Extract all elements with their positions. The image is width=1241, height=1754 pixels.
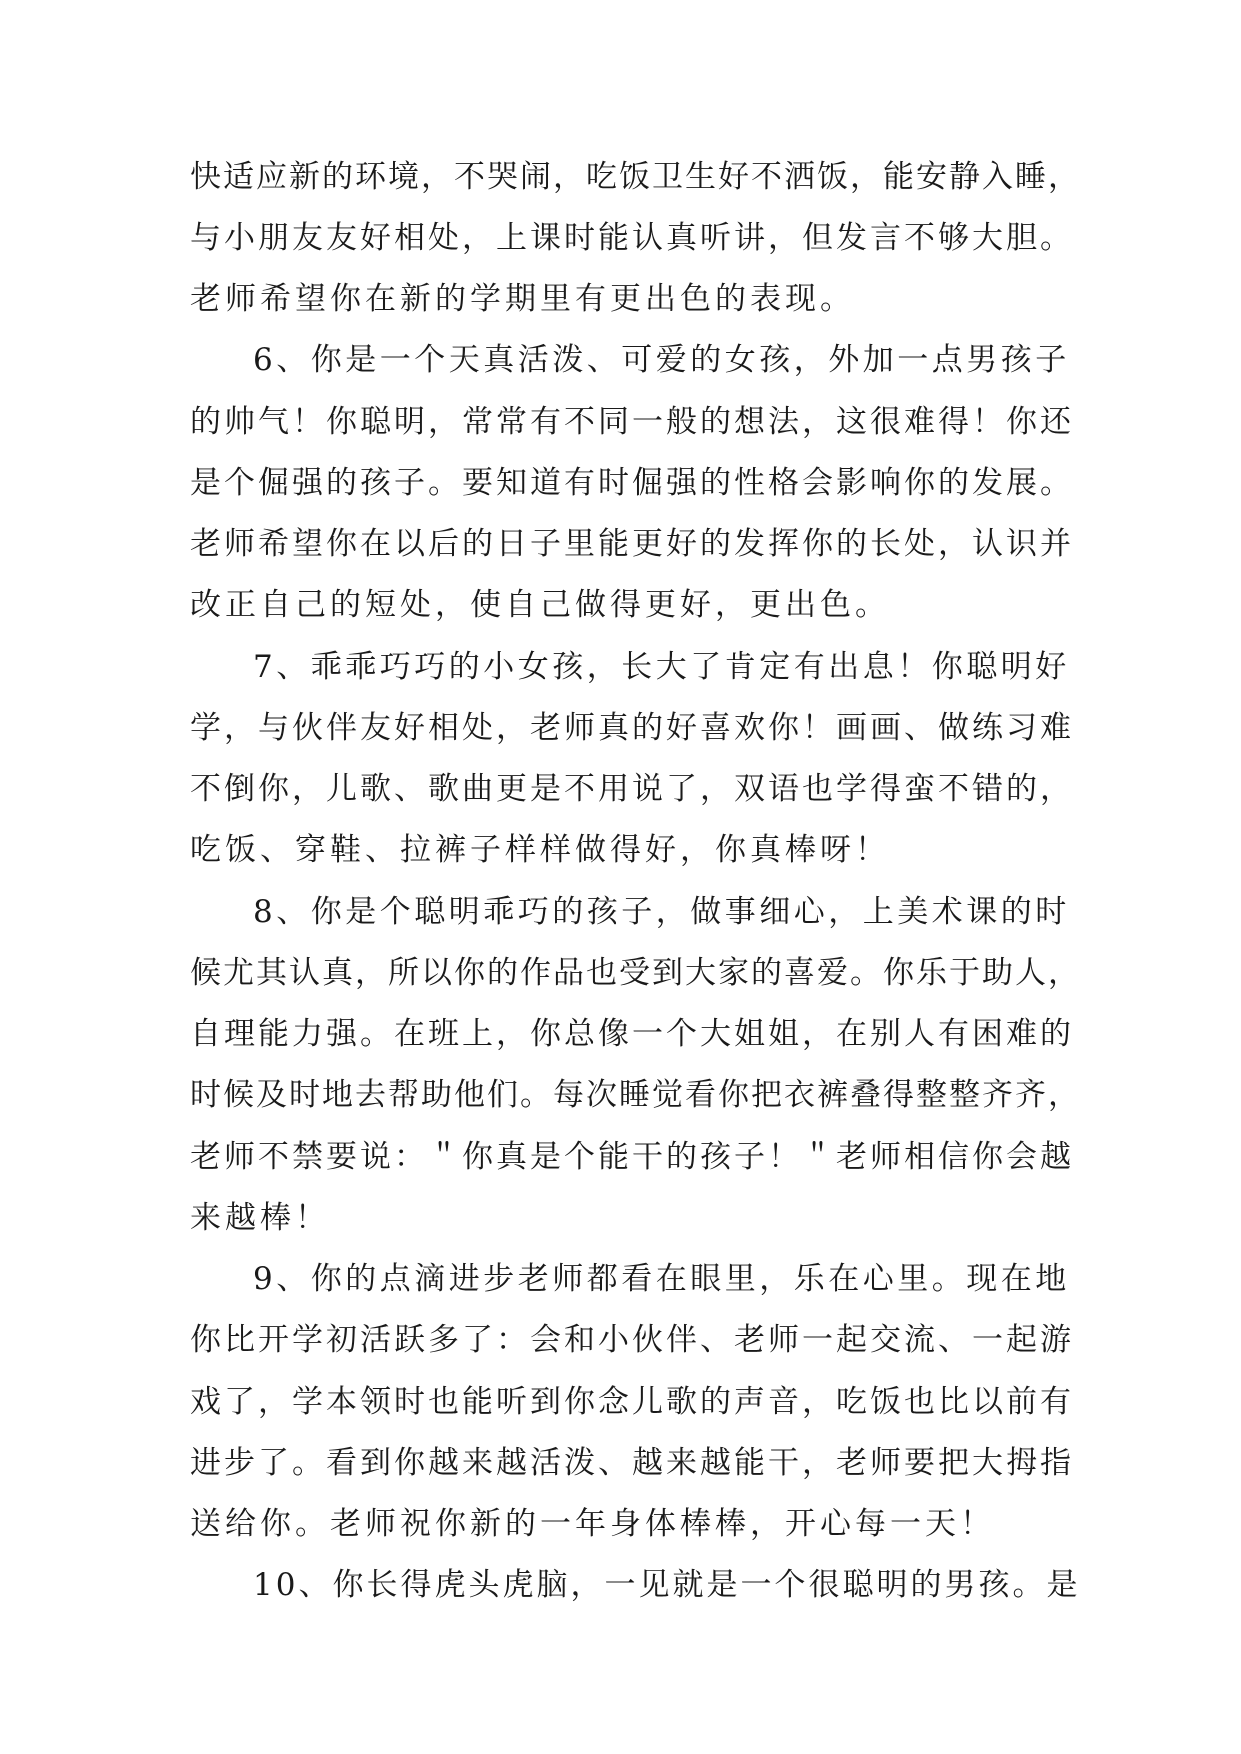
text-line — [0, 1066, 1241, 1124]
text-line — [0, 454, 1241, 512]
text-line — [0, 1128, 1241, 1186]
text-line — [0, 944, 1241, 1002]
line-text: 老师希望你在新的学期里有更出色的表现。 — [190, 281, 855, 317]
line-text: 是个倔强的孩子。要知道有时倔强的性格会影响你的发展。 — [190, 465, 1074, 501]
paragraph-start-line — [0, 1250, 1241, 1308]
line-text: 送给你。老师祝你新的一年身体棒棒，开心每一天！ — [190, 1506, 995, 1542]
text-line — [0, 821, 1241, 879]
text-line — [0, 515, 1241, 573]
text-line — [0, 393, 1241, 451]
text-line — [0, 576, 1241, 634]
line-text: 与小朋友友好相处，上课时能认真听讲，但发言不够大胆。 — [190, 220, 1074, 256]
text-line — [0, 1495, 1241, 1553]
line-text: 的帅气！你聪明，常常有不同一般的想法，这很难得！你还 — [190, 404, 1074, 440]
paragraph-start-line — [0, 883, 1241, 941]
text-line — [0, 760, 1241, 818]
line-text: 6、你是一个天真活泼、可爱的女孩，外加一点男孩子 — [253, 342, 1070, 378]
paragraph-start-line — [0, 638, 1241, 696]
paragraph-start-line — [0, 331, 1241, 389]
line-text: 不倒你，儿歌、歌曲更是不用说了，双语也学得蛮不错的， — [190, 771, 1074, 807]
text-line — [0, 209, 1241, 267]
text-line — [0, 1005, 1241, 1063]
line-text: 来越棒！ — [190, 1200, 330, 1236]
line-text: 老师希望你在以后的日子里能更好的发挥你的长处，认识并 — [190, 526, 1074, 562]
line-text: 你比开学初活跃多了：会和小伙伴、老师一起交流、一起游 — [190, 1322, 1074, 1358]
text-line — [0, 1311, 1241, 1369]
text-line — [0, 1189, 1241, 1247]
line-text: 自理能力强。在班上，你总像一个大姐姐，在别人有困难的 — [190, 1016, 1074, 1052]
line-text: 戏了，学本领时也能听到你念儿歌的声音，吃饭也比以前有 — [190, 1384, 1074, 1420]
line-text: 时候及时地去帮助他们。每次睡觉看你把衣裤叠得整整齐齐， — [190, 1077, 1081, 1113]
line-text: 候尤其认真，所以你的作品也受到大家的喜爱。你乐于助人， — [190, 955, 1081, 991]
text-line — [0, 270, 1241, 328]
paragraph-start-line — [0, 1556, 1241, 1614]
line-text: 8、你是个聪明乖巧的孩子，做事细心，上美术课的时 — [253, 894, 1070, 930]
line-text: 7、乖乖巧巧的小女孩，长大了肯定有出息！你聪明好 — [253, 649, 1070, 685]
line-text: 吃饭、穿鞋、拉裤子样样做得好，你真棒呀！ — [190, 832, 890, 868]
line-text: 老师不禁要说：＂你真是个能干的孩子！＂老师相信你会越 — [190, 1139, 1074, 1175]
line-text: 9、你的点滴进步老师都看在眼里，乐在心里。现在地 — [253, 1261, 1070, 1297]
text-line — [0, 699, 1241, 757]
line-text: 10、你长得虎头虎脑，一见就是一个很聪明的男孩。是 — [253, 1567, 1081, 1603]
line-text: 快适应新的环境，不哭闹，吃饭卫生好不洒饭，能安静入睡， — [190, 159, 1081, 195]
line-text: 改正自己的短处，使自己做得更好，更出色。 — [190, 587, 890, 623]
text-line — [0, 148, 1241, 206]
line-text: 学，与伙伴友好相处，老师真的好喜欢你！画画、做练习难 — [190, 710, 1074, 746]
text-line — [0, 1373, 1241, 1431]
text-line — [0, 1434, 1241, 1492]
line-text: 进步了。看到你越来越活泼、越来越能干，老师要把大拇指 — [190, 1445, 1074, 1481]
